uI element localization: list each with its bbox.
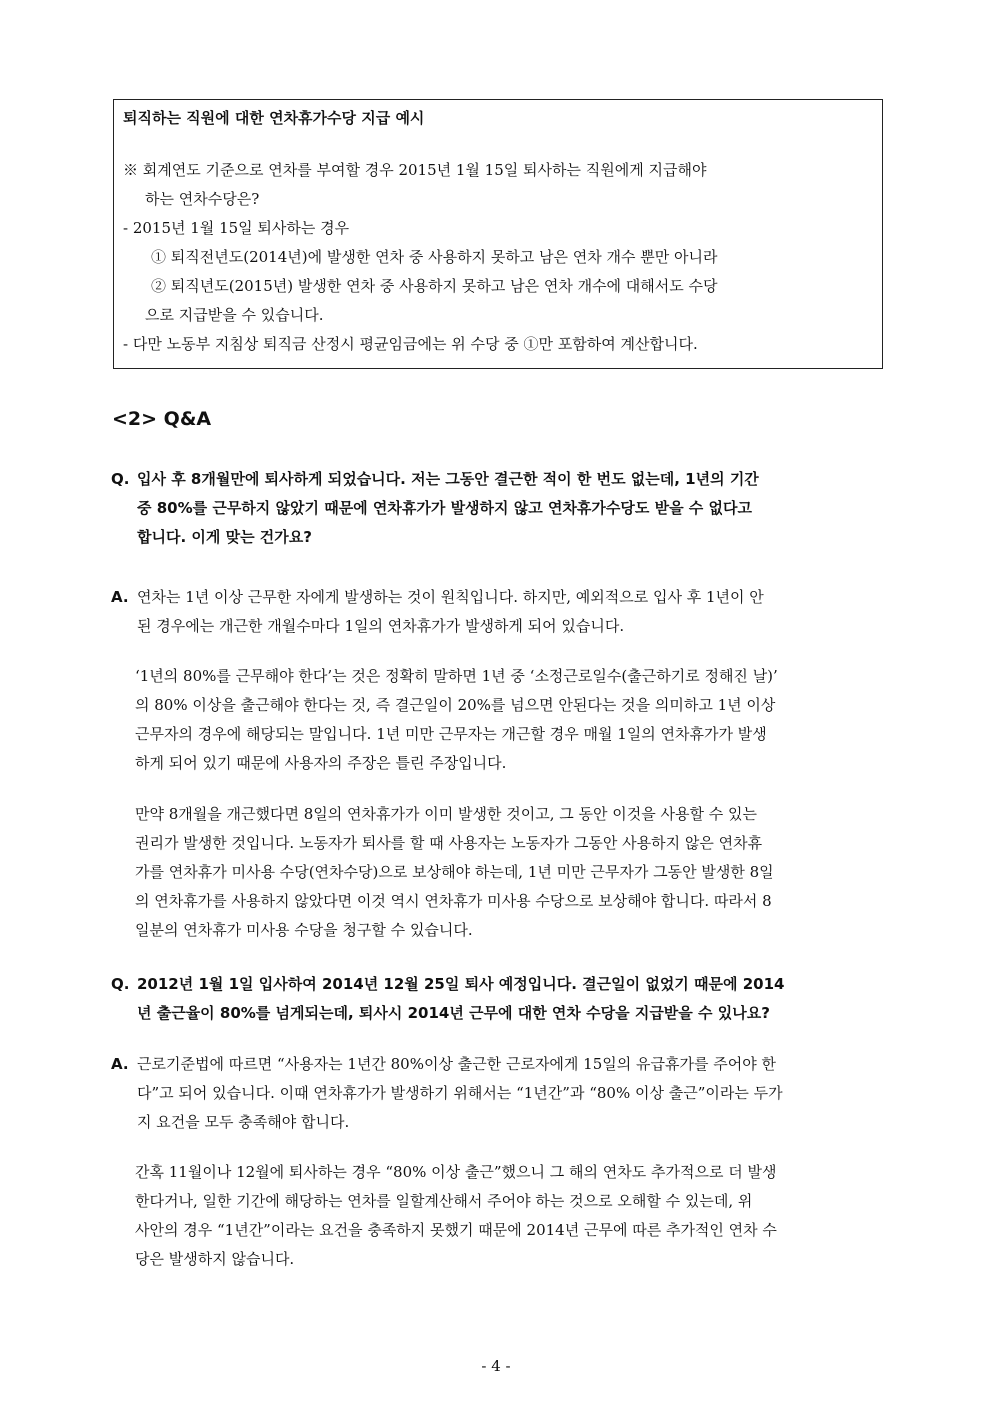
- answer-marker: A.: [111, 1055, 129, 1073]
- answer-text: 근로기준법에 따르면 “사용자는 1년간 80%이상 출근한 근로자에게 15일의 유급휴가를 주어야 한: [137, 1055, 776, 1073]
- example-line: - 2015년 1월 15일 퇴사하는 경우: [123, 219, 350, 237]
- question-marker: Q.: [111, 975, 130, 993]
- question-line: 년 출근율이 80%를 넘게되는데, 퇴사시 2014년 근무에 대한 연차 수당을 지급받을 수 있나요?: [137, 1004, 770, 1022]
- question-line: [111, 970, 887, 999]
- answer-paragraph-line: 의 연차휴가를 사용하지 않았다면 이것 역시 연차휴가 미사용 수당으로 보상해야 합니다. 따라서 8: [135, 892, 772, 910]
- example-line: ※ 회계연도 기준으로 연차를 부여할 경우 2015년 1월 15일 퇴사하는 직원에게 지급해야: [123, 161, 707, 179]
- qa-item-2: [111, 970, 887, 1274]
- answer-marker: A.: [111, 588, 129, 606]
- answer-line: 지 요건을 모두 충족해야 합니다.: [137, 1113, 350, 1131]
- answer-paragraph-line: 권리가 발생한 것입니다. 노동자가 퇴사를 할 때 사용자는 노동자가 그동안 사용하지 않은 연차휴: [135, 834, 763, 852]
- question-line: 중 80%를 근무하지 않았기 때문에 연차휴가가 발생하지 않고 연차휴가수당도 받을 수 없다고: [137, 499, 752, 517]
- answer-paragraph-line: 한다거나, 일한 기간에 해당하는 연차를 일할계산해서 주어야 하는 것으로 오해할 수 있는데, 위: [135, 1192, 753, 1210]
- page-number: - 4 -: [481, 1357, 511, 1375]
- answer-paragraph-line: 하게 되어 있기 때문에 사용자의 주장은 틀린 주장입니다.: [135, 754, 507, 772]
- question-line: [111, 465, 887, 494]
- answer-line: [111, 1050, 887, 1079]
- answer-paragraph-line: 간혹 11월이나 12월에 퇴사하는 경우 “80% 이상 출근”했으니 그 해의 연차도 추가적으로 더 발생: [135, 1163, 777, 1181]
- question-text: 2012년 1월 1일 입사하여 2014년 12월 25일 퇴사 예정입니다. 결근일이 없었기 때문에 2014: [137, 975, 785, 993]
- example-line: ② 퇴직년도(2015년) 발생한 연차 중 사용하지 못하고 남은 연차 개수에 대해서도 수당: [151, 277, 718, 295]
- example-line: ① 퇴직전년도(2014년)에 발생한 연차 중 사용하지 못하고 남은 연차 개수 뿐만 아니라: [151, 248, 718, 266]
- qa-item-1: [111, 465, 887, 945]
- answer-paragraph-line: 만약 8개월을 개근했다면 8일의 연차휴가가 이미 발생한 것이고, 그 동안 이것을 사용할 수 있는: [135, 805, 757, 823]
- example-line: - 다만 노동부 지침상 퇴직금 산정시 평균임금에는 위 수당 중 ①만 포함하여 계산합니다.: [123, 335, 698, 353]
- question-marker: Q.: [111, 470, 130, 488]
- example-line: 하는 연차수당은?: [145, 190, 260, 208]
- example-line: 으로 지급받을 수 있습니다.: [145, 306, 324, 324]
- answer-line: [111, 583, 887, 612]
- example-box: [113, 99, 883, 369]
- answer-paragraph-line: 당은 발생하지 않습니다.: [135, 1250, 295, 1268]
- answer-paragraph-line: 의 80% 이상을 출근해야 한다는 것, 즉 결근일이 20%를 넘으면 안된다는 것을 의미하고 1년 이상: [135, 696, 776, 714]
- question-line: 합니다. 이게 맞는 건가요?: [137, 528, 312, 546]
- example-box-title: 퇴직하는 직원에 대한 연차휴가수당 지급 예시: [123, 109, 425, 127]
- answer-paragraph-line: ‘1년의 80%를 근무해야 한다’는 것은 정확히 말하면 1년 중 ‘소정근로일수(출근하기로 정해진 날)’: [135, 667, 778, 685]
- answer-paragraph-line: 일분의 연차휴가 미사용 수당을 청구할 수 있습니다.: [135, 921, 473, 939]
- answer-line: 된 경우에는 개근한 개월수마다 1일의 연차휴가가 발생하게 되어 있습니다.: [137, 617, 625, 635]
- answer-paragraph-line: 사안의 경우 “1년간”이라는 요건을 충족하지 못했기 때문에 2014년 근무에 따른 추가적인 연차 수: [135, 1221, 777, 1239]
- answer-paragraph-line: 가를 연차휴가 미사용 수당(연차수당)으로 보상해야 하는데, 1년 미만 근무자가 그동안 발생한 8일: [135, 863, 774, 881]
- answer-text: 연차는 1년 이상 근무한 자에게 발생하는 것이 원칙입니다. 하지만, 예외적으로 입사 후 1년이 안: [137, 588, 764, 606]
- answer-line: 다”고 되어 있습니다. 이때 연차휴가가 발생하기 위해서는 “1년간”과 “80% 이상 출근”이라는 두가: [137, 1084, 783, 1102]
- section-heading: <2> Q&A: [112, 408, 212, 430]
- answer-paragraph-line: 근무자의 경우에 해당되는 말입니다. 1년 미만 근무자는 개근할 경우 매월 1일의 연차휴가가 발생: [135, 725, 767, 743]
- question-text: 입사 후 8개월만에 퇴사하게 되었습니다. 저는 그동안 결근한 적이 한 번도 없는데, 1년의 기간: [137, 470, 759, 488]
